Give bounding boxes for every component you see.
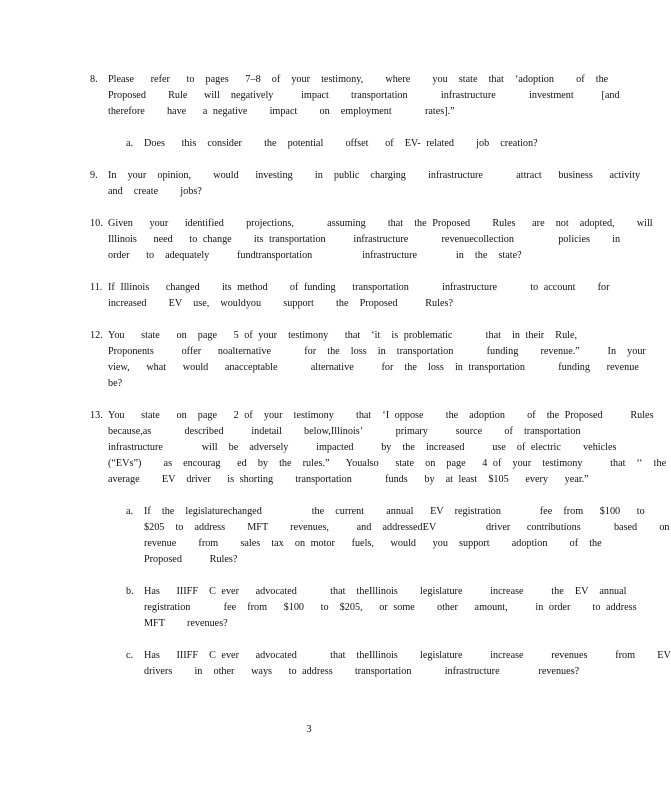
- question-text-line: Proponents offer noalternative for the loss in transportation funding revenue.” In your: [108, 346, 646, 357]
- question-text-line: You state on page 5 of your testimony that ‘it is problematic that in their Rule,: [108, 330, 578, 341]
- subquestion-text-line: revenue from sales tax on motor fuels, would you support adoption of the: [144, 538, 602, 549]
- question-text-line: view, what would anacceptable alternative for the loss in transportation funding revenue: [108, 362, 639, 373]
- question-text-line: In your opinion, would investing in public charging infrastructure attract business activity: [108, 170, 641, 181]
- question-text-line: because,as described indetail below,Illinois’ primary source of transportation: [108, 426, 581, 437]
- subquestion-text-line: MFT revenues?: [144, 618, 228, 629]
- question-text-line: average EV driver is shorting transportation funds by at least $105 every year.”: [108, 474, 589, 485]
- subquestion-text-line: registration fee from $100 to $205, or some other amount, in order to address: [144, 602, 637, 613]
- question-number: 11.: [90, 282, 103, 293]
- question-text-line: Please refer to pages 7–8 of your testimony, where you state that ‘adoption of the: [108, 74, 609, 85]
- question-text-line: therefore have a negative impact on employment rates].”: [108, 106, 455, 117]
- subquestion-text-line: Has IIIFF C ever advocated that theIllinois legislature increase the EV annual: [144, 586, 627, 597]
- subquestion-letter: a.: [126, 506, 134, 517]
- subquestion-text-line: Proposed Rules?: [144, 554, 238, 565]
- question-number: 10.: [90, 218, 103, 229]
- question-text-line: (“EVs”) as encourag ed by the rules.” Youalso state on page 4 of your testimony that ‘‘ the: [108, 458, 667, 469]
- question-text-line: be?: [108, 378, 123, 389]
- subquestion-text-line: If the legislaturechanged the current annual EV registration fee from $100 to: [144, 506, 645, 517]
- question-text-line: and create jobs?: [108, 186, 202, 197]
- subquestion-letter: b.: [126, 586, 134, 597]
- question-text-line: Illinois need to change its transportation infrastructure revenuecollection policies in: [108, 234, 621, 245]
- question-text-line: If Illinois changed its method of funding transportation infrastructure to account for: [108, 282, 610, 293]
- subquestion-text-line: Does this consider the potential offset of EV- related job creation?: [144, 138, 538, 149]
- subquestion-letter: a.: [126, 138, 134, 149]
- question-text-line: Given your identified projections, assuming that the Proposed Rules are not adopted, will: [108, 218, 653, 229]
- question-text-line: infrastructure will be adversely impacted by the increased use of electric vehicles: [108, 442, 617, 453]
- question-text-line: order to adequately fundtransportation infrastructure in the state?: [108, 250, 522, 261]
- question-number: 8.: [90, 74, 98, 85]
- question-text-line: You state on page 2 of your testimony that ‘I oppose the adoption of the Proposed Rules: [108, 410, 654, 421]
- subquestion-text-line: Has IIIFF C ever advocated that theIllinois legislature increase revenues from EV: [144, 650, 671, 661]
- question-number: 12.: [90, 330, 103, 341]
- question-number: 9.: [90, 170, 98, 181]
- subquestion-text-line: drivers in other ways to address transportation infrastructure revenues?: [144, 666, 580, 677]
- subquestion-letter: c.: [126, 650, 134, 661]
- question-text-line: Proposed Rule will negatively impact transportation infrastructure investment [and: [108, 90, 620, 101]
- subquestion-text-line: $205 to address MFT revenues, and addressedEV driver contributions based on: [144, 522, 670, 533]
- question-text-line: increased EV use, wouldyou support the Proposed Rules?: [108, 298, 453, 309]
- question-number: 13.: [90, 410, 103, 421]
- page-number: 3: [306, 724, 312, 735]
